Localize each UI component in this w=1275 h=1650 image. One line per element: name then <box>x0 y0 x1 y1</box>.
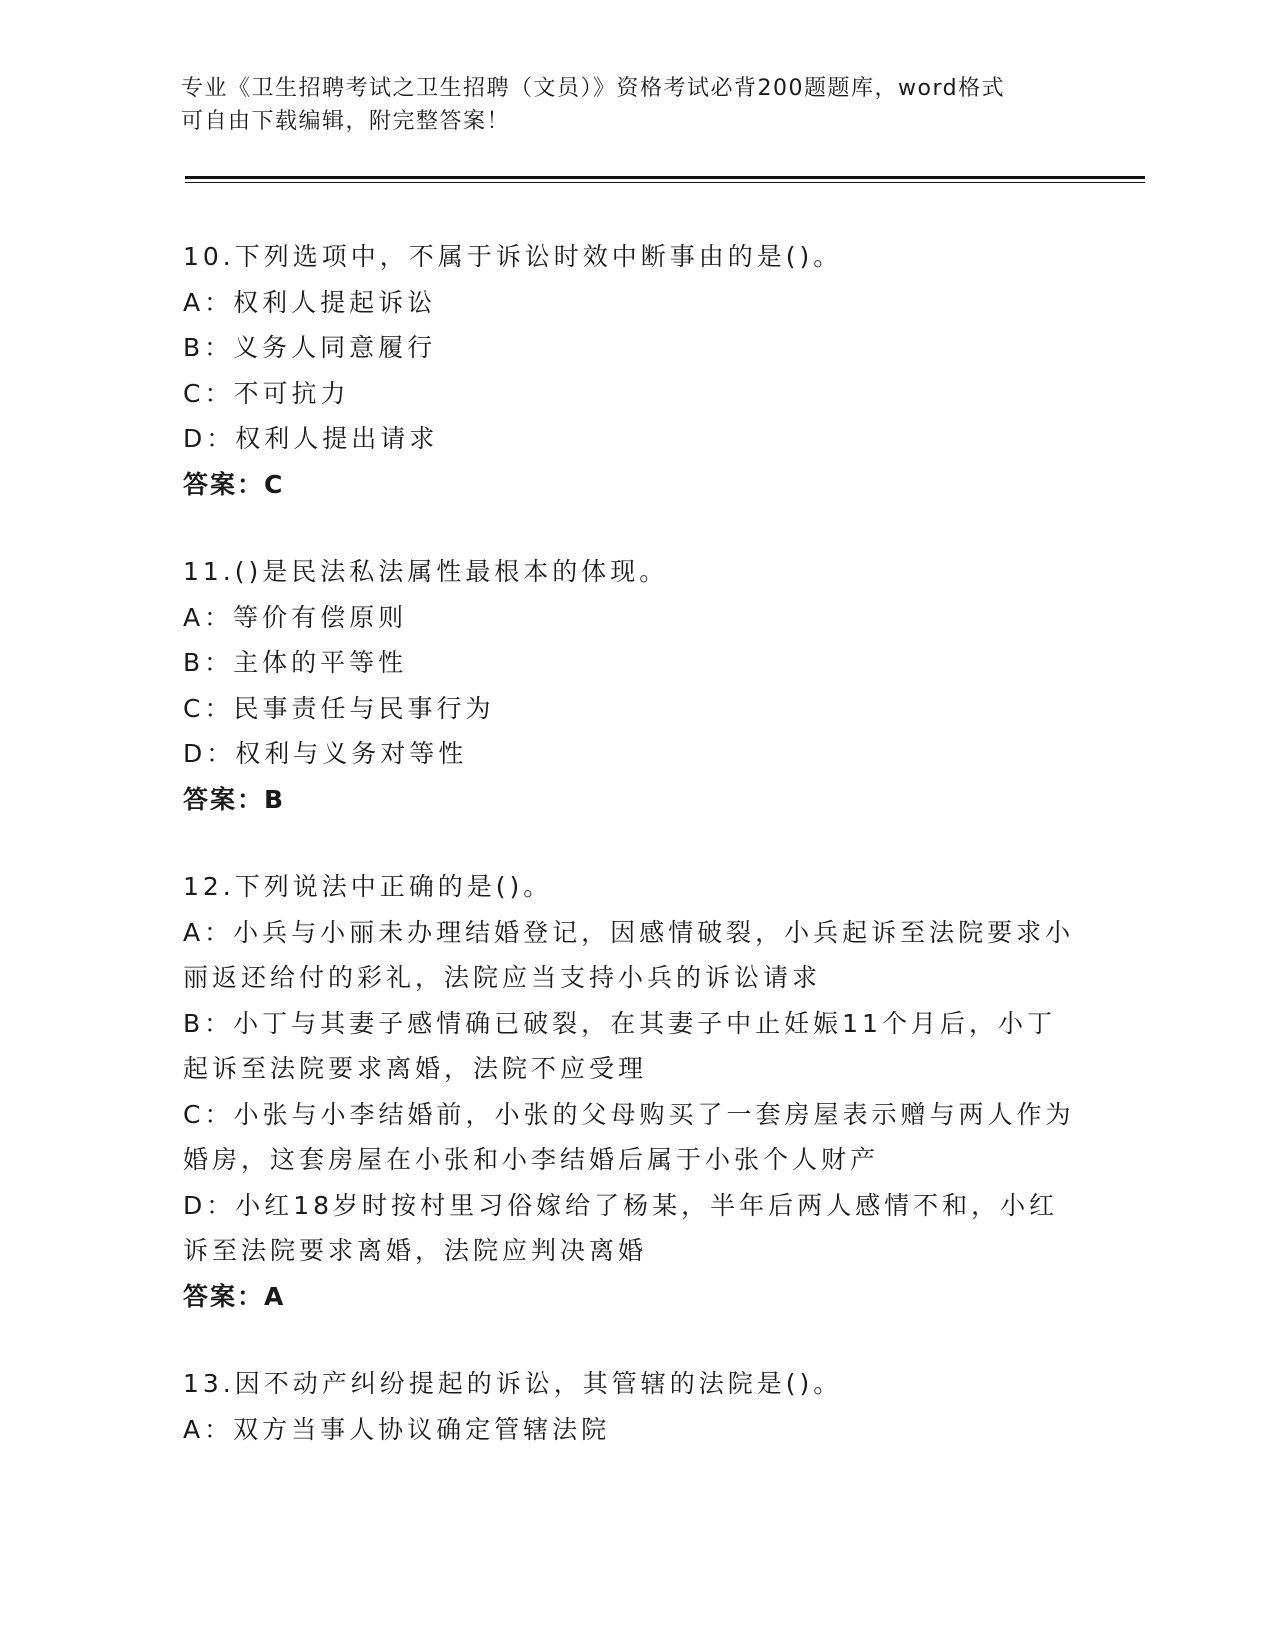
option-c: C：民事责任与民事行为 <box>183 693 495 723</box>
option-c: C：小张与小李结婚前，小张的父母购买了一套房屋表示赠与两人作为婚房，这套房屋在小张和小李结婚后属于小张个人财产 <box>183 1099 1075 1174</box>
header-divider-thin <box>185 182 1145 183</box>
option-a: A：等价有偿原则 <box>183 602 408 632</box>
question-stem: 13.因不动产纠纷提起的诉讼，其管辖的法院是()。 <box>183 1369 843 1398</box>
question-stem: 11.()是民法私法属性最根本的体现。 <box>183 557 669 586</box>
option-b: B：义务人同意履行 <box>183 333 437 362</box>
option-b: B：小丁与其妻子感情确已破裂，在其妻子中止妊娠11个月后，小丁起诉至法院要求离婚，法院不应受理 <box>183 1008 1056 1083</box>
option-d: D：权利与义务对等性 <box>183 739 468 768</box>
option-b: B：主体的平等性 <box>183 648 408 677</box>
header-title-line-1: 专业《卫生招聘考试之卫生招聘（文员）》资格考试必背200题题库，word格式 <box>181 76 1006 101</box>
answer-line: 答案：C <box>183 469 285 499</box>
header-title-line-2: 可自由下载编辑，附完整答案！ <box>181 109 511 134</box>
answer-line: 答案：B <box>183 784 286 814</box>
question-item <box>183 234 1083 507</box>
question-list <box>183 234 1083 1494</box>
document-header <box>181 72 1061 138</box>
option-a: A：权利人提起诉讼 <box>183 287 437 317</box>
option-c: C：不可抗力 <box>183 378 350 408</box>
question-item <box>183 1361 1083 1452</box>
header-divider-thick <box>185 176 1145 179</box>
option-a: A：小兵与小丽未办理结婚登记，因感情破裂，小兵起诉至法院要求小丽返还给付的彩礼，法院应当支持小兵的诉讼请求 <box>183 917 1075 992</box>
option-d: D：小红18岁时按村里习俗嫁给了杨某，半年后两人感情不和，小红诉至法院要求离婚，法院应判决离婚 <box>183 1190 1059 1265</box>
option-a: A：双方当事人协议确定管辖法院 <box>183 1414 611 1444</box>
answer-line: 答案：A <box>183 1281 286 1311</box>
question-item <box>183 864 1083 1319</box>
option-d: D：权利人提出请求 <box>183 424 439 453</box>
question-stem: 12.下列说法中正确的是()。 <box>183 872 553 901</box>
question-item <box>183 549 1083 822</box>
question-stem: 10.下列选项中，不属于诉讼时效中断事由的是()。 <box>183 242 843 271</box>
